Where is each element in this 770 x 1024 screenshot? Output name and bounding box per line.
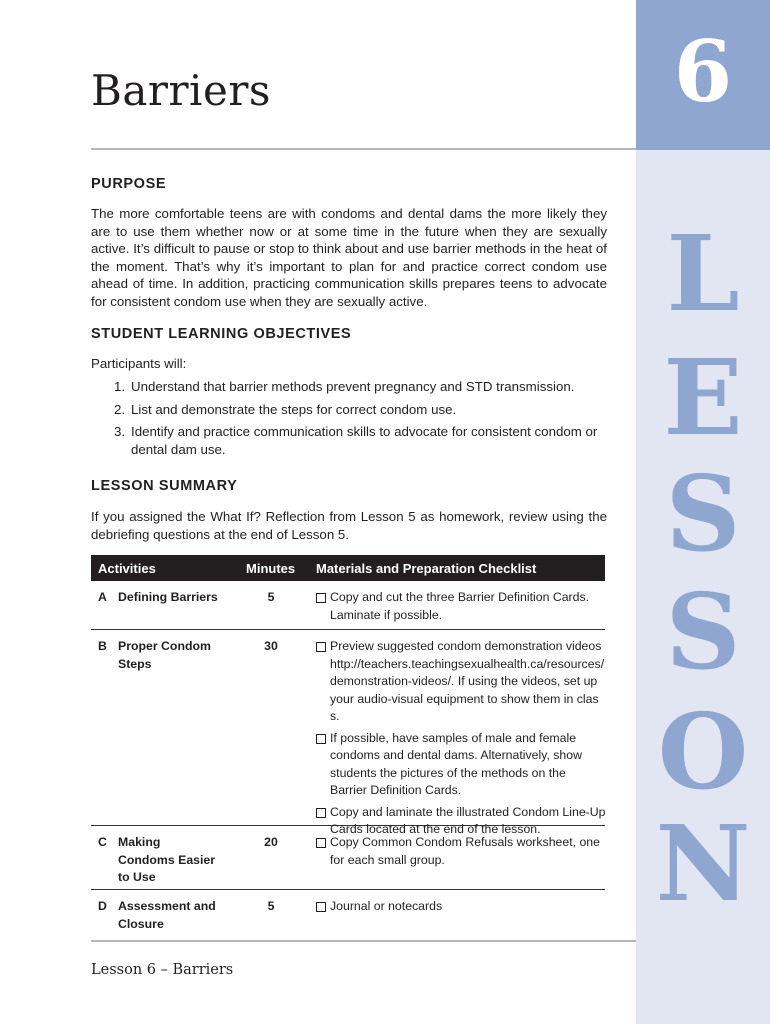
row-activity: Proper Condom Steps: [118, 639, 211, 671]
row-materials: [316, 638, 606, 843]
checkbox-icon[interactable]: [316, 593, 326, 603]
checklist-text: Copy Common Condom Refusals worksheet, one for each small group.: [330, 835, 600, 867]
page-title: Barriers: [91, 66, 271, 115]
checklist-text: Preview suggested condom demonstration videos http://teachers.teachingsexualhealth.ca/resources/demonstration-videos/. If using the videos, set up your audio-visual equipment to show them in class.: [330, 639, 605, 723]
activities-table: [91, 555, 605, 938]
header-minutes: Minutes: [246, 561, 296, 576]
vertical-letter-l: L: [666, 212, 740, 335]
summary-reflection-title: What If? Reflection: [210, 509, 325, 524]
checkbox-icon[interactable]: [316, 734, 326, 744]
table-row: [91, 630, 606, 836]
row-activity: Making Condoms Easier to Use: [118, 835, 216, 884]
purpose-text: The more comfortable teens are with condoms and dental dams the more likely they are to use them whether now or at some time in the future when they are sexually active. It’s difficult to pause or stop to think about and use barrier methods in the heat of the moment. That’s why it’s important to plan for and practice correct condom use ahead of time. In addition, practicing communication skills prepares teens to advocate for consistent condom use when they are sexually active.: [91, 206, 607, 309]
vertical-letter-s1: S: [665, 452, 741, 575]
page-footer: Lesson 6 – Barriers: [91, 962, 234, 978]
summary-text-after: from Lesson 5 as homework, review using the debriefing questions at the end of Lesson 5.: [91, 509, 607, 542]
row-letter: D: [98, 899, 107, 913]
list-item: [114, 378, 604, 396]
row-materials: [316, 589, 606, 628]
row-activity: Assessment and Closure: [118, 899, 216, 931]
vertical-letter-n: N: [655, 802, 751, 925]
checklist-item: [316, 638, 606, 726]
vertical-letter-e: E: [663, 336, 743, 459]
objective-text: Identify and practice communication skills to advocate for consistent condom or dental dam use.: [131, 424, 598, 457]
row-minutes: 30: [264, 639, 278, 653]
objectives-list: [114, 378, 604, 463]
table-row: [91, 826, 605, 890]
table-row: [91, 581, 605, 630]
checklist-text: Copy and cut the three Barrier Definition Cards. Laminate if possible.: [330, 590, 590, 622]
objective-number: 2.: [114, 401, 126, 417]
checkbox-icon[interactable]: [316, 808, 326, 818]
table-header: [91, 555, 605, 581]
objective-number: 1.: [114, 379, 126, 394]
checklist-item: [316, 898, 606, 916]
objective-number: 3.: [114, 424, 126, 439]
footer-divider: [91, 940, 636, 942]
checklist-item: [316, 589, 606, 624]
lesson-number: 6: [673, 22, 733, 121]
checklist-text: If possible, have samples of male and female condoms and dental dams. Alternatively, show students the pictures of the methods on the Barrier Definition Cards.: [330, 730, 582, 797]
objectives-heading: STUDENT LEARNING OBJECTIVES: [91, 326, 352, 342]
row-activity: Defining Barriers: [118, 590, 218, 604]
row-minutes: 5: [267, 899, 275, 913]
list-item: [114, 401, 604, 419]
list-item: [114, 423, 604, 458]
checkbox-icon[interactable]: [316, 902, 326, 912]
checkbox-icon[interactable]: [316, 838, 326, 848]
checklist-text: Copy and laminate the illustrated Condom Line-Up Cards located at the end of the lesson.: [330, 804, 606, 836]
header-activities: Activities: [98, 561, 156, 576]
purpose-heading: PURPOSE: [91, 176, 167, 192]
header-materials: Materials and Preparation Checklist: [316, 561, 537, 576]
row-minutes: 5: [267, 590, 275, 604]
checklist-text: Journal or notecards: [330, 899, 443, 913]
objective-text: List and demonstrate the steps for correct condom use.: [131, 401, 457, 417]
row-materials: [316, 898, 606, 920]
vertical-letter-s2: S: [665, 570, 741, 693]
title-divider: [91, 148, 636, 150]
row-letter: A: [98, 590, 107, 604]
row-minutes: 20: [264, 835, 278, 849]
row-materials: [316, 834, 606, 873]
objective-text: Understand that barrier methods prevent pregnancy and STD transmission.: [131, 379, 575, 394]
checklist-item: [316, 834, 606, 869]
objectives-intro: Participants will:: [91, 356, 187, 371]
summary-heading: LESSON SUMMARY: [91, 478, 238, 494]
summary-text-before: If you assigned the: [91, 509, 211, 524]
row-letter: C: [98, 835, 107, 849]
checklist-item: [316, 730, 606, 800]
vertical-letter-o: O: [657, 690, 749, 813]
checkbox-icon[interactable]: [316, 642, 326, 652]
table-row: [91, 890, 605, 938]
row-letter: B: [98, 639, 107, 653]
summary-text: [91, 508, 607, 543]
